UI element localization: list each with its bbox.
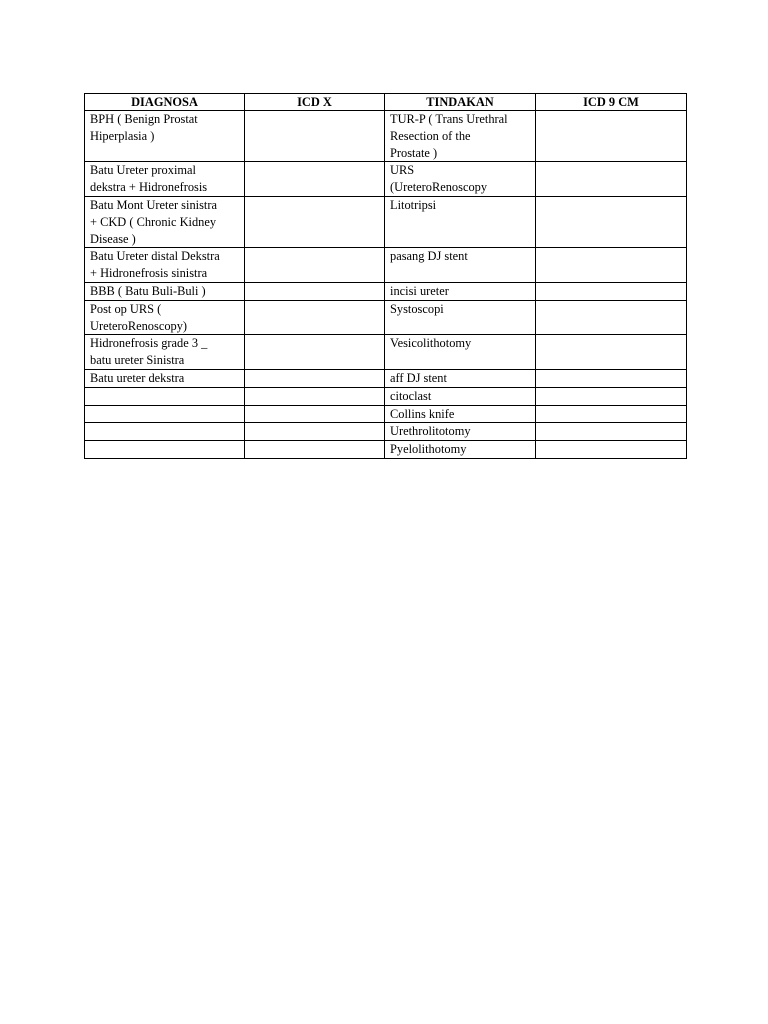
- cell-diagnosa: Post op URS ( UreteroRenoscopy): [85, 300, 245, 335]
- cell-icd-x: [245, 441, 385, 459]
- cell-tindakan: incisi ureter: [385, 282, 536, 300]
- cell-icd-9-cm: [536, 111, 687, 162]
- cell-icd-9-cm: [536, 369, 687, 387]
- cell-icd-9-cm: [536, 162, 687, 197]
- table-row: [85, 300, 687, 335]
- table-row: [85, 441, 687, 459]
- cell-icd-x: [245, 423, 385, 441]
- cell-icd-x: [245, 300, 385, 335]
- cell-icd-x: [245, 196, 385, 247]
- cell-diagnosa: Hidronefrosis grade 3 _ batu ureter Sinistra: [85, 335, 245, 370]
- cell-icd-9-cm: [536, 441, 687, 459]
- table-row: [85, 196, 687, 247]
- cell-icd-x: [245, 335, 385, 370]
- cell-icd-9-cm: [536, 387, 687, 405]
- cell-tindakan: URS (UreteroRenoscopy: [385, 162, 536, 197]
- table-row: [85, 405, 687, 423]
- cell-icd-x: [245, 405, 385, 423]
- cell-tindakan: pasang DJ stent: [385, 248, 536, 283]
- cell-diagnosa: Batu Mont Ureter sinistra + CKD ( Chronic Kidney Disease ): [85, 196, 245, 247]
- table-row: [85, 248, 687, 283]
- table-row: [85, 162, 687, 197]
- cell-icd-x: [245, 111, 385, 162]
- table-row: [85, 369, 687, 387]
- cell-icd-9-cm: [536, 405, 687, 423]
- cell-tindakan: aff DJ stent: [385, 369, 536, 387]
- cell-tindakan: Pyelolithotomy: [385, 441, 536, 459]
- cell-tindakan: Litotripsi: [385, 196, 536, 247]
- header-diagnosa: DIAGNOSA: [85, 94, 245, 111]
- cell-diagnosa: Batu Ureter distal Dekstra + Hidronefrosis sinistra: [85, 248, 245, 283]
- cell-diagnosa: [85, 387, 245, 405]
- cell-icd-9-cm: [536, 282, 687, 300]
- cell-icd-9-cm: [536, 300, 687, 335]
- cell-tindakan: citoclast: [385, 387, 536, 405]
- cell-icd-9-cm: [536, 335, 687, 370]
- cell-diagnosa: Batu Ureter proximal dekstra + Hidronefrosis: [85, 162, 245, 197]
- cell-icd-x: [245, 387, 385, 405]
- table-row: [85, 282, 687, 300]
- cell-tindakan: Urethrolitotomy: [385, 423, 536, 441]
- cell-tindakan: Collins knife: [385, 405, 536, 423]
- cell-diagnosa: [85, 441, 245, 459]
- cell-icd-9-cm: [536, 196, 687, 247]
- table-row: [85, 111, 687, 162]
- header-icd-x: ICD X: [245, 94, 385, 111]
- cell-icd-x: [245, 282, 385, 300]
- table-header-row: [85, 94, 687, 111]
- cell-icd-9-cm: [536, 248, 687, 283]
- header-tindakan: TINDAKAN: [385, 94, 536, 111]
- cell-diagnosa: Batu ureter dekstra: [85, 369, 245, 387]
- cell-tindakan: Systoscopi: [385, 300, 536, 335]
- icd-coding-table: [84, 93, 687, 459]
- cell-diagnosa: [85, 405, 245, 423]
- header-icd-9-cm: ICD 9 CM: [536, 94, 687, 111]
- cell-diagnosa: BBB ( Batu Buli-Buli ): [85, 282, 245, 300]
- cell-tindakan: Vesicolithotomy: [385, 335, 536, 370]
- cell-diagnosa: [85, 423, 245, 441]
- cell-tindakan: TUR-P ( Trans Urethral Resection of the Prostate ): [385, 111, 536, 162]
- table-row: [85, 387, 687, 405]
- cell-icd-x: [245, 369, 385, 387]
- cell-icd-9-cm: [536, 423, 687, 441]
- cell-icd-x: [245, 248, 385, 283]
- table-row: [85, 335, 687, 370]
- cell-diagnosa: BPH ( Benign Prostat Hiperplasia ): [85, 111, 245, 162]
- cell-icd-x: [245, 162, 385, 197]
- table-row: [85, 423, 687, 441]
